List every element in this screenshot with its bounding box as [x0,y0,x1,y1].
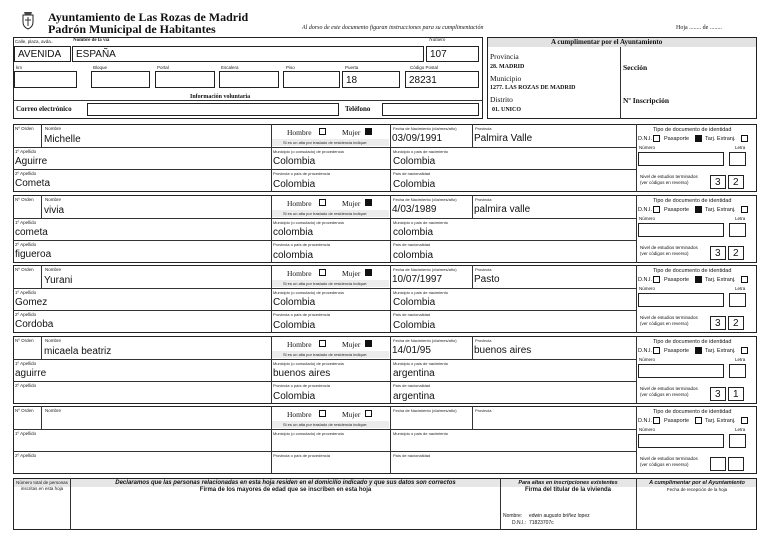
birthdate-label: Fecha de Nacimiento (día/mes/año) [393,126,457,131]
surname1-label: 1º Apellido [15,290,37,295]
doc-number-label: Número [639,216,656,221]
foreign-card-checkbox[interactable] [741,276,748,283]
education-label: Nivel de estudios terminados [640,456,698,461]
doc-letter-label: Letra [735,427,746,432]
dni-label: D.N.I. [638,207,653,213]
doc-type-label: Tipo de documento de identidad [653,198,732,204]
birthdate-field[interactable]: 14/01/95 [392,345,431,356]
holder-name: edwin augusto briñez lopez [529,513,590,519]
postal-code-field[interactable]: 28231 [405,71,479,88]
surname1-label: 1º Apellido [15,149,37,154]
escalera-label: Escalera [221,65,239,70]
doc-letter-field[interactable] [729,364,746,378]
origin-province-label: Provincia o país de procedencia [273,312,330,317]
education-code-2[interactable]: 2 [728,175,744,189]
nationality-field[interactable]: Colombia [393,320,436,331]
provincia-value: 28. MADRID [490,64,525,70]
female-checkbox[interactable] [365,269,372,276]
bloque-field[interactable] [91,71,150,88]
origin-province-field[interactable]: Colombia [273,391,316,402]
dni-label: D.N.I. [638,348,653,354]
form-subtitle: Padrón Municipal de Habitantes [48,22,216,36]
ayto-section [487,37,757,119]
portal-field[interactable] [155,71,215,88]
surname2-field[interactable]: Cometa [15,178,51,189]
nationality-field[interactable]: colombia [393,250,434,261]
female-label: Mujer [342,128,361,137]
nationality-field[interactable]: Colombia [393,179,436,190]
doc-number-label: Número [639,145,656,150]
surname2-label: 2º Apellido [15,383,37,388]
education-code-2[interactable]: 2 [728,316,744,330]
ayto-header-text: A cumplimentar por el Ayuntamiento [551,38,663,46]
holder-signature-label: Firma del titular de la vivienda [524,487,612,493]
number-label: Número [429,38,446,43]
birthdate-field[interactable]: 4/03/1989 [392,204,437,215]
surname1-label: 1º Apellido [15,361,37,366]
order-label: Nº Orden [15,267,34,272]
passport-label: Pasaporte [664,418,690,424]
province-label: Provincia [475,197,492,202]
surname1-label: 1º Apellido [15,220,37,225]
crest-icon [20,10,36,30]
education-hint: (ver códigos en reverso) [640,462,689,467]
transfer-note: Si es un alta por traslado de residencia indique: [283,211,368,216]
seccion-label: Sección [623,63,648,72]
province-field[interactable]: palmira valle [474,204,531,215]
portal-label: Portal [157,65,169,70]
doc-number-field[interactable] [638,223,724,237]
passport-label: Pasaporte [664,207,690,213]
nationality-label: País de nacionalidad [393,383,431,388]
doc-letter-label: Letra [735,357,746,362]
doc-number-field[interactable] [638,293,724,307]
birth-municipality-label: Municipio o país de nacimiento [393,220,448,225]
instructions-note: Al dorso de este documento figuran instrucciones para su cumplimentación [302,25,484,31]
name-label: Nombre [45,408,62,413]
male-label: Hombre [287,340,312,349]
dni-label: D.N.I. [638,277,653,283]
origin-municipality-field[interactable]: Colombia [273,156,316,167]
birth-municipality-label: Municipio o país de nacimiento [393,431,448,436]
birthdate-label: Fecha de Nacimiento (día/mes/año) [393,338,457,343]
female-checkbox[interactable] [365,199,372,206]
passport-label: Pasaporte [664,136,690,142]
female-label: Mujer [342,340,361,349]
female-checkbox[interactable] [365,128,372,135]
birth-municipality-label: Municipio o país de nacimiento [393,290,448,295]
origin-municipality-label: Municipio (o consulado) de procedencia [273,431,344,436]
origin-municipality-label: Municipio (o consulado) de procedencia [273,290,344,295]
transfer-note: Si es un alta por traslado de residencia indique: [283,281,368,286]
name-label: Nombre [45,197,62,202]
transfer-note: Si es un alta por traslado de residencia indique: [283,352,368,357]
origin-province-field[interactable]: colombia [273,250,314,261]
male-label: Hombre [287,410,312,419]
doc-number-field[interactable] [638,364,724,378]
passport-checkbox[interactable] [695,276,702,283]
province-field[interactable]: buenos aires [474,345,532,356]
ayto-footer-label: A cumplimentar por el Ayuntamiento [649,480,745,486]
education-code-2[interactable]: 1 [728,387,744,401]
piso-field[interactable] [283,71,340,88]
doc-type-label: Tipo de documento de identidad [653,268,732,274]
origin-municipality-label: Municipio (o consulado) de procedencia [273,220,344,225]
male-label: Hombre [287,269,312,278]
voluntary-info-header: Información voluntaria [190,94,251,100]
dni-label: D.N.I. [638,136,653,142]
doc-number-field[interactable] [638,152,724,166]
name-field[interactable]: Michelle [44,134,81,145]
passport-checkbox[interactable] [695,347,702,354]
surname1-field[interactable]: aguirre [15,368,47,379]
male-checkbox[interactable] [319,410,326,417]
page-counter: Hoja ........ de ........ [676,25,722,31]
surname2-label: 2º Apellido [15,171,37,176]
km-label: km [16,65,22,70]
birthdate-label: Fecha de Nacimiento (día/mes/año) [393,408,457,413]
education-label: Nivel de estudios terminados [640,174,698,179]
doc-type-label: Tipo de documento de identidad [653,339,732,345]
foreign-card-checkbox[interactable] [741,347,748,354]
holder-name-label: Nombre: [503,513,523,519]
km-field[interactable] [14,71,77,88]
order-label: Nº Orden [15,408,34,413]
passport-checkbox[interactable] [695,417,702,424]
birthdate-label: Fecha de Nacimiento (día/mes/año) [393,197,457,202]
street-name-label: Nombre de la vía [73,38,110,43]
education-code-2[interactable]: 2 [728,246,744,260]
male-checkbox[interactable] [319,269,326,276]
foreign-card-label: Tarj. Extranj. [705,418,736,424]
inscripcion-label: Nº Inscripción [623,96,670,105]
origin-province-field[interactable]: Colombia [273,179,316,190]
order-label: Nº Orden [15,197,34,202]
birth-municipality-label: Municipio o país de nacimiento [393,149,448,154]
foreign-card-checkbox[interactable] [741,135,748,142]
piso-label: Piso [286,65,295,70]
street-name-field[interactable]: ESPAÑA [72,46,424,62]
doc-letter-field[interactable] [729,152,746,166]
education-label: Nivel de estudios terminados [640,315,698,320]
transfer-note: Si es un alta por traslado de residencia indique: [283,140,368,145]
phone-label: Teléfono [345,105,371,113]
transfer-note: Si es un alta por traslado de residencia indique: [283,422,368,427]
female-label: Mujer [342,410,361,419]
provincia-label: Provincia [490,52,519,61]
postal-code-label: Código Postal [410,65,439,70]
form-title: Ayuntamiento de Las Rozas de Madrid [48,10,249,24]
province-label: Provincia [475,338,492,343]
birth-municipality-field[interactable]: Colombia [393,156,436,167]
birth-municipality-field[interactable]: colombia [393,227,434,238]
name-label: Nombre [45,126,62,131]
nationality-label: País de nacionalidad [393,171,431,176]
doc-type-label: Tipo de documento de identidad [653,409,732,415]
birthdate-field[interactable]: 10/07/1997 [392,274,443,285]
education-code-1[interactable]: 3 [710,316,726,330]
surname2-label: 2º Apellido [15,453,37,458]
holder-dni: 71823707c [529,520,554,526]
education-code-1[interactable] [710,457,726,471]
foreign-card-label: Tarj. Extranj. [705,207,736,213]
doc-letter-label: Letra [735,145,746,150]
dni-checkbox[interactable] [653,276,660,283]
origin-province-label: Provincia o país de procedencia [273,383,330,388]
municipio-label: Municipio [490,74,522,83]
female-checkbox[interactable] [365,410,372,417]
province-label: Provincia [475,408,492,413]
nationality-label: País de nacionalidad [393,453,431,458]
order-label: Nº Orden [15,126,34,131]
puerta-field[interactable]: 18 [342,71,400,88]
education-hint: (ver códigos en reverso) [640,180,689,185]
surname2-label: 2º Apellido [15,312,37,317]
foreign-card-checkbox[interactable] [741,417,748,424]
surname1-field[interactable]: Gomez [15,297,48,308]
distrito-value: 01. UNICO [492,107,522,113]
female-label: Mujer [342,199,361,208]
doc-letter-field[interactable] [729,293,746,307]
doc-letter-label: Letra [735,216,746,221]
birthdate-label: Fecha de Nacimiento (día/mes/año) [393,267,457,272]
escalera-field[interactable] [219,71,279,88]
origin-province-field[interactable]: Colombia [273,320,316,331]
doc-letter-label: Letra [735,286,746,291]
education-hint: (ver códigos en reverso) [640,321,689,326]
bloque-label: Bloque [93,65,108,70]
surname2-field[interactable]: figueroa [15,249,52,260]
passport-label: Pasaporte [664,277,690,283]
province-field[interactable]: Pasto [474,274,500,285]
total-persons-label: Número total de personas inscritas en esta hoja [16,480,68,491]
name-field[interactable]: Yurani [44,275,73,286]
origin-municipality-field[interactable]: colombia [273,227,314,238]
education-label: Nivel de estudios terminados [640,245,698,250]
foreign-card-label: Tarj. Extranj. [705,136,736,142]
distrito-label: Distrito [490,95,513,104]
birth-municipality-field[interactable]: Colombia [393,297,436,308]
surname1-field[interactable]: cometa [15,227,48,238]
existing-altas-label: Para altas en inscripciones existentes [518,480,618,486]
dni-checkbox[interactable] [653,417,660,424]
signature-adults-label: Firma de los mayores de edad que se inscriben en esta hoja [199,487,372,493]
male-label: Hombre [287,128,312,137]
female-checkbox[interactable] [365,340,372,347]
origin-municipality-label: Municipio (o consulado) de procedencia [273,361,344,366]
education-hint: (ver códigos en reverso) [640,251,689,256]
origin-province-label: Provincia o país de procedencia [273,171,330,176]
phone-field[interactable] [382,103,479,116]
origin-municipality-label: Municipio (o consulado) de procedencia [273,149,344,154]
origin-province-label: Provincia o país de procedencia [273,242,330,247]
doc-letter-field[interactable] [729,434,746,448]
street-type-field[interactable]: AVENIDA [14,46,71,62]
name-label: Nombre [45,338,62,343]
education-code-1[interactable]: 3 [710,175,726,189]
education-label: Nivel de estudios terminados [640,386,698,391]
surname2-field[interactable]: Cordoba [15,319,54,330]
male-checkbox[interactable] [319,199,326,206]
nationality-label: País de nacionalidad [393,312,431,317]
municipio-value: 1277. LAS ROZAS DE MADRID [490,85,576,91]
birth-municipality-field[interactable]: argentina [393,368,435,379]
dni-checkbox[interactable] [653,347,660,354]
passport-label: Pasaporte [664,348,690,354]
reception-date-label: Fecha de recepción de la hoja [666,487,728,492]
surname1-label: 1º Apellido [15,431,37,436]
passport-checkbox[interactable] [695,135,702,142]
origin-municipality-field[interactable]: buenos aires [273,368,331,379]
education-code-1[interactable]: 3 [710,246,726,260]
province-label: Provincia [475,267,492,272]
email-field[interactable] [87,103,339,116]
name-label: Nombre [45,267,62,272]
number-field[interactable]: 107 [426,46,479,62]
doc-type-label: Tipo de documento de identidad [653,127,732,133]
male-label: Hombre [287,199,312,208]
surname2-label: 2º Apellido [15,242,37,247]
dni-checkbox[interactable] [653,135,660,142]
education-code-1[interactable]: 3 [710,387,726,401]
foreign-card-checkbox[interactable] [741,206,748,213]
street-type-label: Calle, plaza, avda.. [15,39,54,44]
education-code-2[interactable] [728,457,744,471]
name-field[interactable]: micaela beatriz [44,346,112,357]
dni-checkbox[interactable] [653,206,660,213]
declaration-text: Declaramos que las personas relacionadas en esta hoja residen en el domicilio indicado y que sus datos son correctos [115,480,456,486]
male-checkbox[interactable] [319,128,326,135]
province-label: Provincia [475,126,492,131]
birthdate-field[interactable]: 03/09/1991 [392,133,443,144]
origin-province-label: Provincia o país de procedencia [273,453,330,458]
holder-dni-label: D.N.I.: [512,520,527,526]
doc-number-label: Número [639,427,656,432]
doc-letter-field[interactable] [729,223,746,237]
name-field[interactable]: vivia [44,205,65,216]
passport-checkbox[interactable] [695,206,702,213]
birth-municipality-label: Municipio o país de nacimiento [393,361,448,366]
doc-number-label: Número [639,286,656,291]
education-hint: (ver códigos en reverso) [640,392,689,397]
nationality-field[interactable]: argentina [393,391,435,402]
order-label: Nº Orden [15,338,34,343]
dni-label: D.N.I. [638,418,653,424]
foreign-card-label: Tarj. Extranj. [705,348,736,354]
doc-number-field[interactable] [638,434,724,448]
male-checkbox[interactable] [319,340,326,347]
province-field[interactable]: Palmira Valle [474,133,533,144]
nationality-label: País de nacionalidad [393,242,431,247]
foreign-card-label: Tarj. Extranj. [705,277,736,283]
doc-number-label: Número [639,357,656,362]
surname1-field[interactable]: Aguirre [15,156,48,167]
female-label: Mujer [342,269,361,278]
origin-municipality-field[interactable]: Colombia [273,297,316,308]
email-label: Correo electrónico [16,105,72,113]
puerta-label: Puerta [345,65,359,70]
